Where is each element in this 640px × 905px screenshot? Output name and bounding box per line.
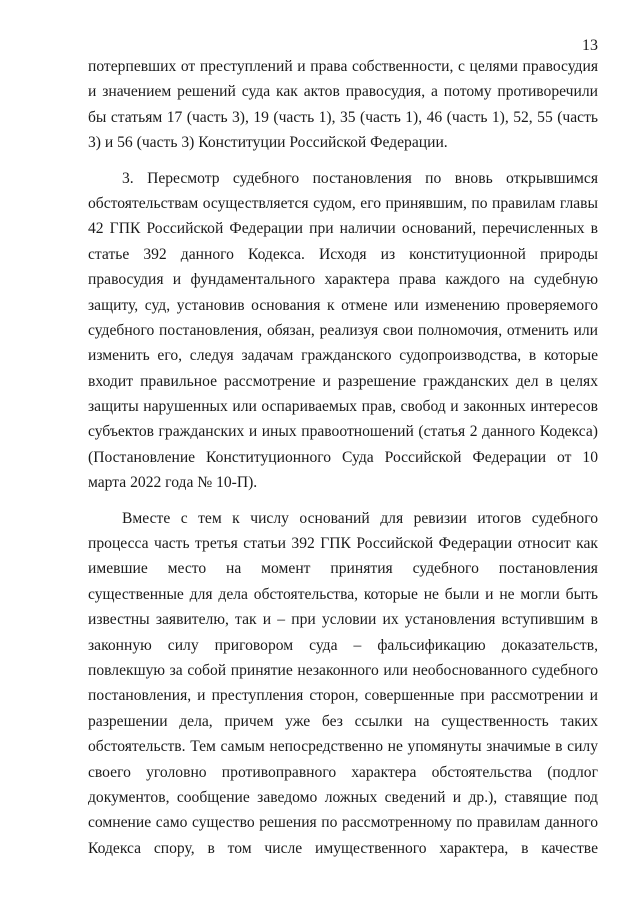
text-line: обстоятельствам осуществляется судом, его принявшим, по правилам главы bbox=[88, 194, 598, 212]
text-line: известны заявителю, так и – при условии их установления вступившим в bbox=[88, 611, 598, 629]
document-body bbox=[88, 54, 598, 861]
text-line: 3. Пересмотр судебного постановления по вновь открывшимся bbox=[122, 169, 598, 187]
text-line: обстоятельств. Тем самым непосредственно не упомянуты значимые в силу bbox=[88, 738, 598, 756]
text-line: 3) и 56 (часть 3) Конституции Российской Федерации. bbox=[88, 134, 448, 152]
text-line: марта 2022 года № 10-П). bbox=[88, 474, 258, 492]
text-line: и значением решений суда как актов правосудия, а потому противоречили bbox=[88, 83, 598, 101]
text-line: Вместе с тем к числу оснований для ревизии итогов судебного bbox=[122, 509, 598, 527]
text-line: законную силу приговором суда – фальсификацию доказательств, bbox=[88, 636, 598, 654]
text-line: существенные для дела обстоятельства, которые не были и не могли быть bbox=[88, 585, 598, 603]
text-line: потерпевших от преступлений и права собственности, с целями правосудия bbox=[88, 58, 598, 75]
page-number: 13 bbox=[582, 37, 598, 54]
text-line: сомнение само существо решения по рассмотренному по правилам данного bbox=[88, 814, 598, 832]
text-line: изменить его, следуя задачам гражданского судопроизводства, в которые bbox=[88, 347, 598, 365]
text-line: защиты нарушенных или оспариваемых прав, свобод и законных интересов bbox=[88, 398, 598, 416]
text-line: Кодекса спору, в том числе имущественного характера, в качестве bbox=[88, 839, 598, 857]
text-line: правосудия и фундаментального характера права каждого на судебную bbox=[88, 271, 598, 289]
paragraph bbox=[88, 166, 598, 496]
text-line: документов, сообщение заведомо ложных сведений и др.), ставящие под bbox=[88, 788, 598, 806]
text-line: разрешении дела, причем уже без ссылки на существенность таких bbox=[88, 712, 598, 730]
text-line: своего уголовно противоправного характера обстоятельства (подлог bbox=[88, 763, 598, 781]
paragraph bbox=[88, 54, 598, 156]
text-line: судебного постановления, обязан, реализуя свои полномочия, отменить или bbox=[88, 321, 598, 339]
text-line: (Постановление Конституционного Суда Российской Федерации от 10 bbox=[88, 448, 598, 466]
text-line: имевшие место на момент принятия судебного постановления bbox=[88, 560, 598, 578]
paragraph-gap bbox=[88, 496, 598, 506]
text-line: постановления, и преступления сторон, совершенные при рассмотрении и bbox=[88, 687, 598, 705]
text-line: входит правильное рассмотрение и разрешение гражданских дел в целях bbox=[88, 372, 598, 390]
text-line: процесса часть третья статьи 392 ГПК Российской Федерации относит как bbox=[88, 535, 598, 553]
text-line: бы статьям 17 (часть 3), 19 (часть 1), 35 (часть 1), 46 (часть 1), 52, 55 (часть bbox=[88, 108, 598, 126]
text-line: 42 ГПК Российской Федерации при наличии оснований, перечисленных в bbox=[88, 220, 598, 238]
text-line: повлекшую за собой принятие незаконного или необоснованного судебного bbox=[88, 661, 598, 679]
text-line: субъектов гражданских и иных правоотношений (статья 2 данного Кодекса) bbox=[88, 423, 598, 441]
paragraph-gap bbox=[88, 156, 598, 166]
paragraph bbox=[88, 506, 598, 861]
text-line: статье 392 данного Кодекса. Исходя из конституционной природы bbox=[88, 245, 598, 263]
text-line: защиту, суд, установив основания к отмене или изменению проверяемого bbox=[88, 296, 598, 314]
